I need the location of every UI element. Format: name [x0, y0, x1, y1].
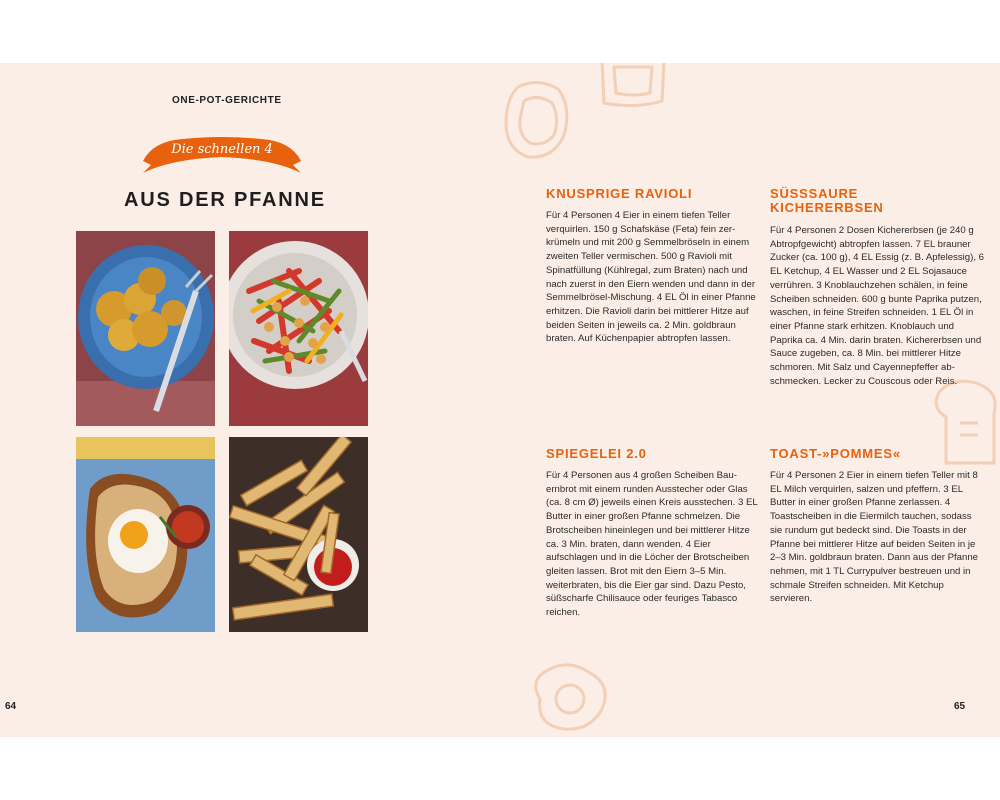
photo-ravioli	[76, 231, 215, 426]
ravioli-outline-icon	[596, 63, 670, 111]
page-number-right: 65	[954, 701, 966, 712]
book-spread	[0, 63, 1000, 737]
recipe-toast-pommes	[770, 447, 984, 606]
photo-toast-pommes	[229, 437, 368, 632]
recipe-text: Für 4 Personen aus 4 großen Scheiben Bauernbrot mit einem runden Ausstecher oder Glas (ca. 8 cm Ø) jeweils einen Kreis ausstechen. 3 EL Butter in einer großen Pfanne schmelzen. Die Brotscheiben hineinlegen und bei mittlerer Hitze ca. 3 Min. braten, dann wenden. 4 Eier aufschlagen und in die Löcher der Brotscheiben gleiten lassen. Brot mit den Eiern 3–5 Min. weiterbraten, bis die Eier gar sind. Dazu Pesto, süßscharfe Chilisauce oder feuriges Tabasco reichen.	[546, 470, 758, 619]
recipe-title: TOAST-»POMMES«	[770, 446, 901, 461]
recipe-kichererbsen	[770, 187, 984, 388]
fried-egg-outline-icon	[520, 659, 616, 737]
page-title: AUS DER PFANNE	[124, 189, 326, 211]
recipe-spiegelei	[546, 447, 760, 620]
ribbon-text: Die schnellen 4	[171, 142, 273, 157]
photo-kichererbsen	[229, 231, 368, 426]
recipe-text: Für 4 Personen 2 Dosen Kichererbsen (je 240 g Abtropfgewicht) abtropfen lassen. 7 EL brauner Zucker (ca. 100 g), 4 EL Essig (z. B. Apfelessig), 6 EL Ketchup, 4 EL Wasser und 2 EL Sojasauce verrühren. 3 Knoblauchzehen schälen, in feine Scheiben schneiden. 600 g bunte Paprika putzen, waschen, in feine Streifen schneiden. 1 EL Öl in einer Pfanne stark erhitzen. Knoblauch und Paprika ca. 4 Min. darin braten. Kichererbsen und Sauce zugeben, ca. 8 Min. bei mittlerer Hitze schmoren. Mit Salz und Cayennepfeffer abschmecken. Lecker zu Couscous oder Reis.	[770, 225, 984, 387]
recipe-title: SÜSSSAURE KICHERERBSEN	[770, 186, 884, 215]
recipe-title: KNUSPRIGE RAVIOLI	[546, 186, 693, 201]
page-number-left: 64	[5, 701, 17, 712]
recipe-text: Für 4 Personen 4 Eier in einem tiefen Teller verquirlen. 150 g Schafskäse (Feta) fein zerkrümeln und mit 200 g Semmelbröseln in einem zweiten Teller vermischen. 500 g Ravioli mit Spinatfüllung (Kühlregal, zum Braten) nach und nach zuerst in den Eiern wenden und dann in der Semmelbrösel-Mischung. 4 EL Öl in einer Pfanne erhitzen. Die Ravioli darin bei mittlerer Hitze auf beiden Seiten in jeweils ca. 2 Min. goldbraun braten. Auf Küchenpapier abtropfen lassen.	[546, 210, 756, 345]
recipe-ravioli	[546, 187, 760, 346]
photo-spiegelei	[76, 437, 215, 632]
recipe-title: SPIEGELEI 2.0	[546, 446, 647, 461]
section-label: ONE-POT-GERICHTE	[172, 95, 282, 106]
recipe-text: Für 4 Personen 2 Eier in einem tiefen Teller mit 8 EL Milch verquirlen, salzen und pfeffern. 3 EL Butter in einer großen Pfanne zerlassen. 4 Toastscheiben in die Eiermilch tauchen, sodass sie rundum gut bedeckt sind. Die Toasts in der Pfanne bei mittlerer Hitze auf beiden Seiten in je 2–3 Min. goldbraun braten. Dann aus der Pfanne nehmen, mit 1 TL Currypulver bestreuen und in schmale Streifen schneiden. Mit Ketchup servieren.	[770, 470, 979, 605]
ravioli-outline-icon	[498, 77, 578, 167]
